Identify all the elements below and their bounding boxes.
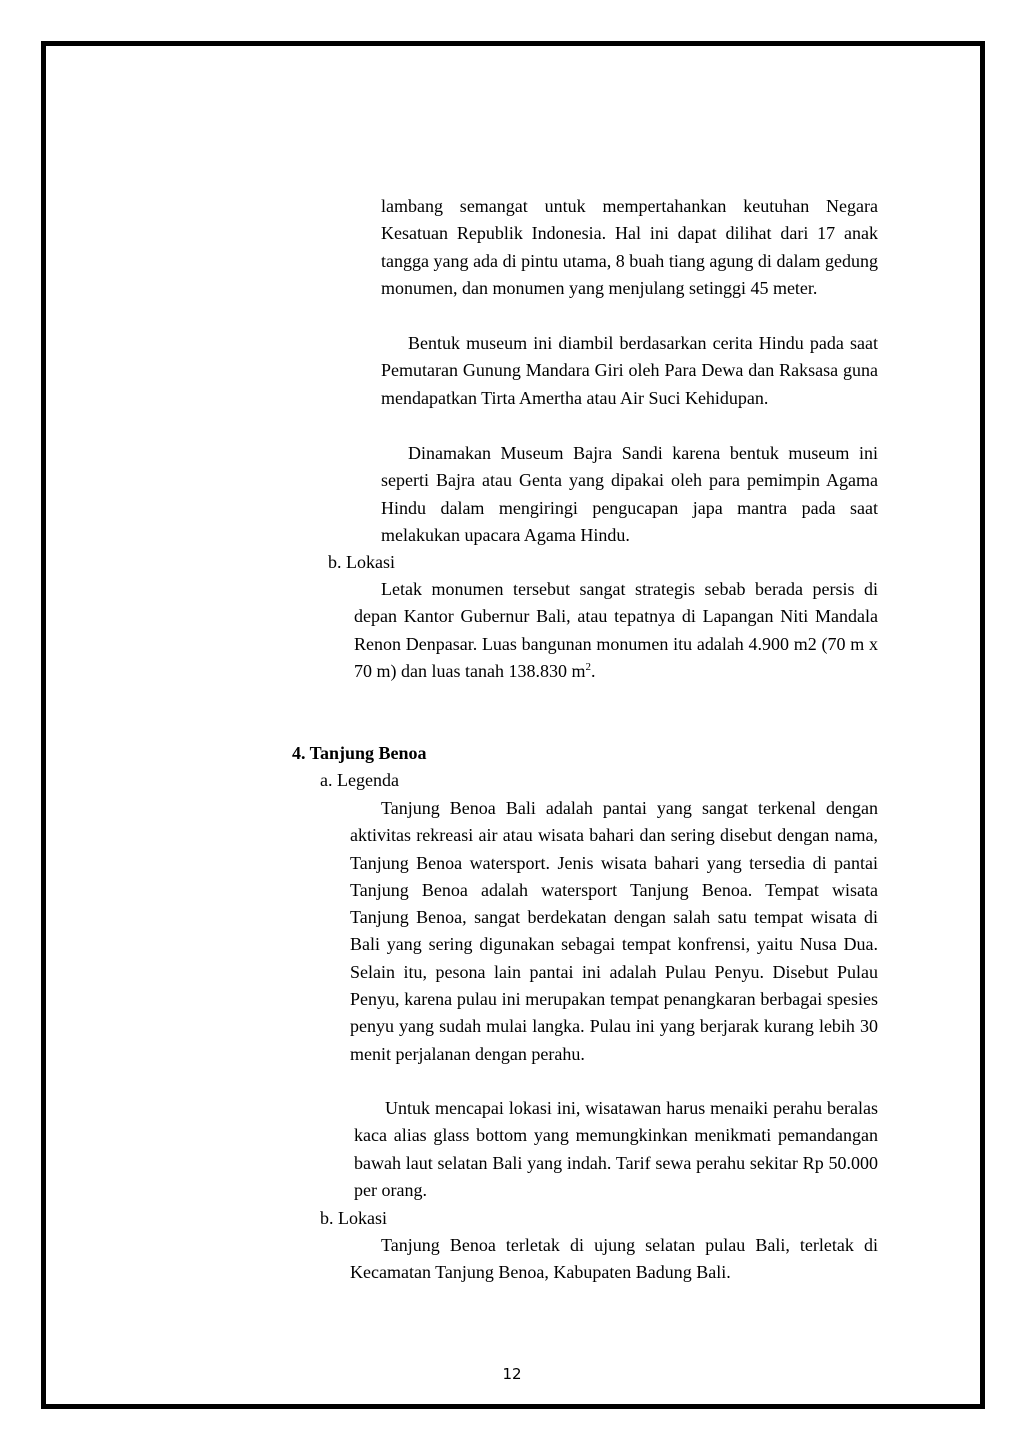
lokasi-monumen-text: Letak monumen tersebut sangat strategis sebab berada persis di depan Kantor Gubernur Bali, atau tepatnya di Lapangan Niti Mandala Renon Denpasar. Luas bangunan monumen itu adalah 4.900 m2 (70 m x 70 m) dan luas tanah 138.830 m <box>354 579 878 681</box>
label-legenda-a: a. Legenda <box>320 770 399 790</box>
label-lokasi-b-benoa: b. Lokasi <box>320 1208 387 1228</box>
paragraph-legenda-2: Untuk mencapai lokasi ini, wisatawan harus menaiki perahu beralas kaca alias glass bottom yang memungkinkan menikmati pemandangan bawah laut selatan Bali yang indah. Tarif sewa perahu sekitar Rp 50.000 per orang. <box>354 1098 878 1200</box>
paragraph-bentuk-museum: Bentuk museum ini diambil berdasarkan cerita Hindu pada saat Pemutaran Gunung Mandara Giri oleh Para Dewa dan Raksasa guna mendapatkan Tirta Amertha atau Air Suci Kehidupan. <box>381 333 878 408</box>
label-lokasi-b: b. Lokasi <box>328 552 395 572</box>
lokasi-monumen-end: . <box>590 660 596 681</box>
section-heading-tanjung-benoa: 4. Tanjung Benoa <box>292 743 427 763</box>
superscript-2: 2 <box>585 660 591 673</box>
paragraph-dinamakan: Dinamakan Museum Bajra Sandi karena bentuk museum ini seperti Bajra atau Genta yang dipakai oleh para pemimpin Agama Hindu dalam mengiringi pengucapan japa mantra pada saat melakukan upacara Agama Hindu. <box>381 443 878 545</box>
paragraph-legenda-1: Tanjung Benoa Bali adalah pantai yang sangat terkenal dengan aktivitas rekreasi air atau wisata bahari dan sering disebut dengan nama, Tanjung Benoa watersport. Jenis wisata bahari yang tersedia di pantai Tanjung Benoa adalah watersport Tanjung Benoa. Tempat wisata Tanjung Benoa, sangat berdekatan dengan salah satu tempat wisata di Bali yang sering digunakan sebagai tempat konfrensi, yaitu Nusa Dua. Selain itu, pesona lain pantai ini adalah Pulau Penyu. Disebut Pulau Penyu, karena pulau ini merupakan tempat penangkaran berbagai spesies penyu yang sudah mulai langka. Pulau ini yang berjarak kurang lebih 30 menit perjalanan dengan perahu. <box>350 798 878 1064</box>
paragraph-lokasi-monumen <box>354 576 878 685</box>
paragraph-lambang: lambang semangat untuk mempertahankan keutuhan Negara Kesatuan Republik Indonesia. Hal ini dapat dilihat dari 17 anak tangga yang ada di pintu utama, 8 buah tiang agung di dalam gedung monumen, dan monumen yang menjulang setinggi 45 meter. <box>381 196 878 298</box>
page-number: 12 <box>502 1365 522 1383</box>
paragraph-lokasi-benoa: Tanjung Benoa terletak di ujung selatan pulau Bali, terletak di Kecamatan Tanjung Benoa, Kabupaten Badung Bali. <box>350 1235 878 1283</box>
